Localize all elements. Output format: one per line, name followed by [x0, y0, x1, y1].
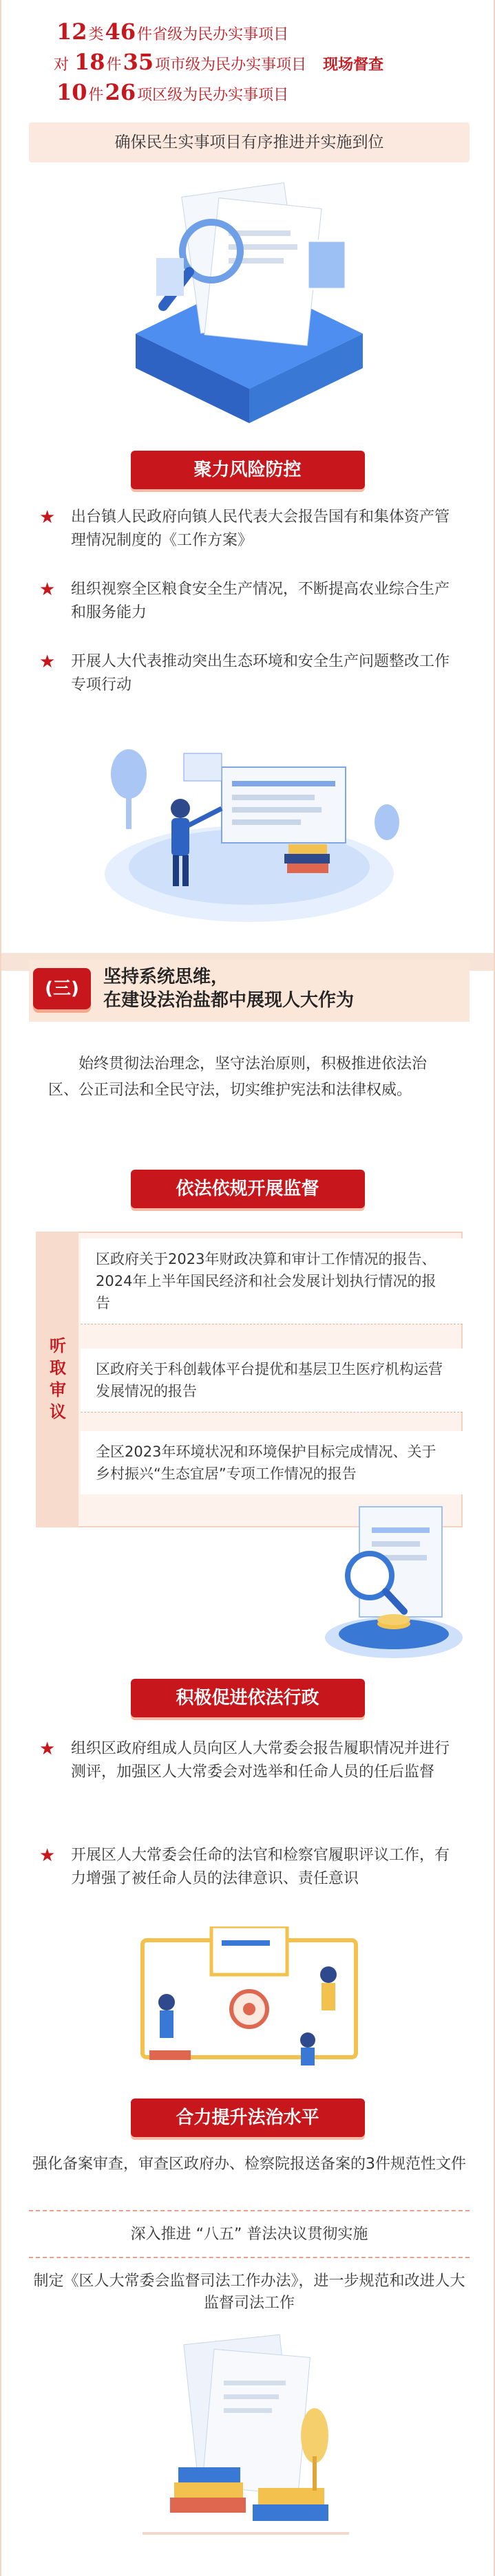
section-title-rule-of-law: 合力提升法治水平 [131, 2099, 365, 2137]
list-item [39, 506, 459, 552]
table-row: 区政府关于2023年财政决算和审计工作情况的报告、2024年上半年国民经济和社会发展计划执行情况的报告 [81, 1238, 463, 1324]
stat-number: 12 [56, 19, 87, 45]
divider [29, 2257, 470, 2258]
section-title-promote: 积极促进依法行政 [131, 1679, 365, 1717]
stat-number: 26 [105, 79, 136, 105]
list-item-text: 出台镇人民政府向镇人民代表大会报告国有和集体资产管理情况制度的《工作方案》 [71, 508, 450, 549]
stat-text: 类 [88, 26, 104, 43]
star-icon: ★ [39, 1845, 56, 1866]
review-side-label: 听取审议 [50, 1336, 66, 1421]
heading-line: 坚持系统思维， [103, 967, 229, 987]
rule-item: 强化备案审查，审查区政府办、检察院报送备案的3件规范性文件 [32, 2156, 466, 2173]
star-icon: ★ [39, 507, 56, 528]
list-item [39, 1844, 459, 1891]
section-three-heading [103, 965, 354, 1012]
stat-text: 项区级为民办实事项目 [137, 87, 289, 104]
stat-number: 18 [74, 49, 105, 75]
rule-item: 深入推进 “八五” 普法决议贯彻实施 [130, 2226, 368, 2243]
stat-text: 件省级为民办实事项目 [137, 26, 289, 43]
star-icon: ★ [39, 1739, 56, 1759]
list-item-text: 开展区人大常委会任命的法官和检察官履职评议工作，有力增强了被任命人员的法律意识、责任意识 [71, 1847, 450, 1887]
rule-item: 制定《区人大常委会监督司法工作办法》，进一步规范和改进人大监督司法工作 [33, 2273, 465, 2312]
section-three-intro: 始终贯彻法治理念，坚守法治原则，积极推进依法治区、公正司法和全民守法，切实维护宪法和法律权威。 [48, 1055, 428, 1099]
stat-number: 10 [56, 79, 87, 105]
section-title-supervise: 依法依规开展监督 [131, 1170, 365, 1208]
stat-text: 件 [106, 56, 122, 74]
data-analysis-illustration [87, 726, 411, 932]
stat-text: 件 [88, 87, 104, 104]
list-item [39, 1737, 459, 1784]
stat-row-municipal [54, 51, 383, 74]
stat-row-provincial [56, 21, 288, 44]
books-illustration [143, 2332, 349, 2559]
star-icon: ★ [39, 579, 56, 600]
heading-line: 在建设法治盐都中展现人大作为 [103, 990, 355, 1011]
list-item-text: 组织视察全区粮食安全生产情况，不断提高农业综合生产和服务能力 [71, 581, 450, 621]
documents-illustration [115, 175, 383, 430]
stat-number: 46 [105, 19, 136, 45]
list-item [39, 650, 459, 697]
section-title-risk-control: 聚力风险防控 [131, 451, 365, 489]
stat-number: 35 [123, 49, 154, 75]
inspection-tag: 现场督查 [323, 56, 384, 74]
teamwork-illustration [136, 1926, 363, 2071]
stats-banner: 确保民生实事项目有序推进并实施到位 [29, 122, 470, 162]
star-icon: ★ [39, 652, 56, 672]
stat-prefix: 对 [54, 56, 70, 74]
divider [29, 2210, 470, 2211]
review-illustration [318, 1479, 470, 1665]
table-row: 全区2023年环境状况和环境保护目标完成情况、关于乡村振兴“生态宜居”专项工作情况的报告 [81, 1431, 463, 1494]
stat-row-district [56, 81, 288, 105]
stat-text: 项市级为民办实事项目 [155, 56, 307, 74]
section-number: (三) [33, 968, 91, 1009]
list-item-text: 组织区政府组成人员向区人大常委会报告履职情况并进行测评，加强区人大常委会对选举和任命人员的任后监督 [71, 1740, 450, 1781]
table-row: 区政府关于科创载体平台提优和基层卫生医疗机构运营发展情况的报告 [81, 1349, 463, 1413]
list-item-text: 开展人大代表推动突出生态环境和安全生产问题整改工作专项行动 [71, 653, 450, 694]
list-item [39, 578, 459, 625]
